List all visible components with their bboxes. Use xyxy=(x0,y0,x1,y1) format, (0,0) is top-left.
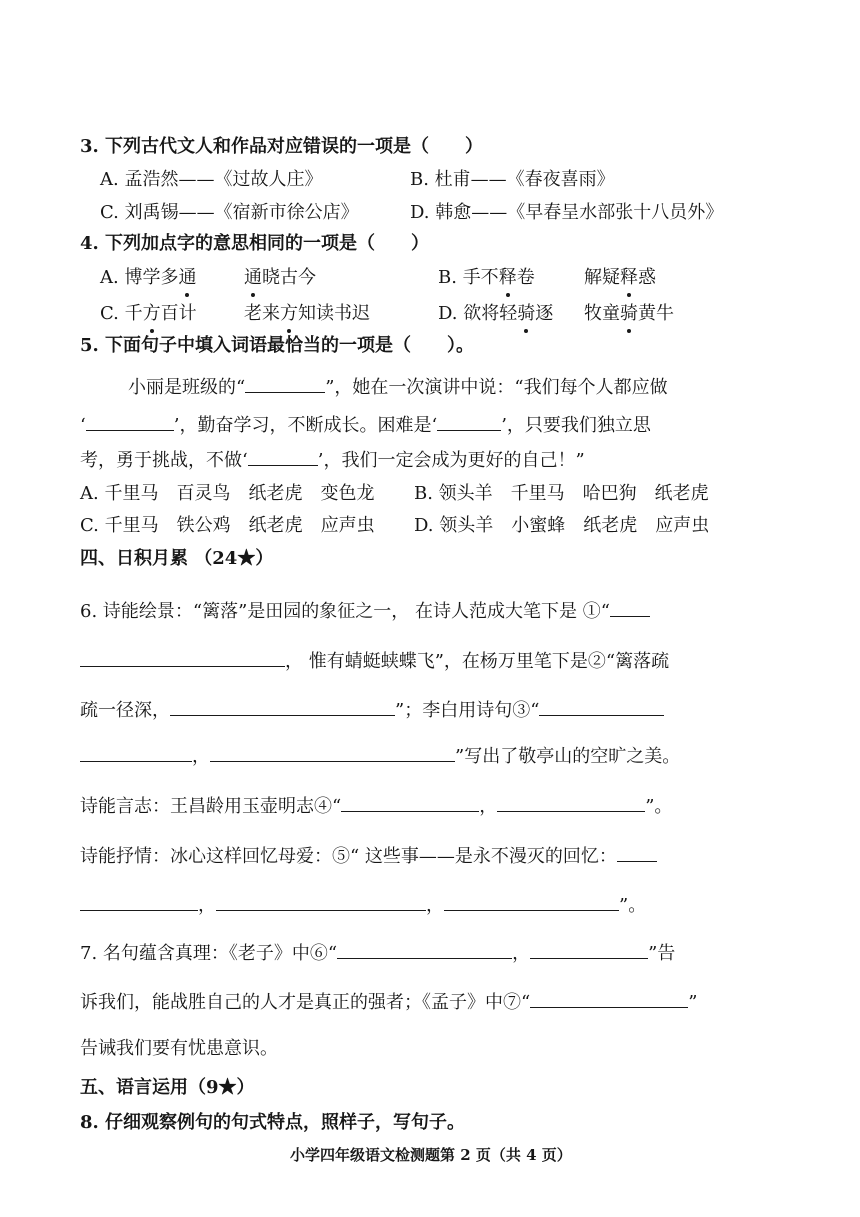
q4-option-d-word2: 牧童骑黄牛 xyxy=(584,303,674,324)
dotted-char: 方 xyxy=(280,303,298,324)
dotted-char: 骑 xyxy=(517,303,536,324)
answer-blank[interactable] xyxy=(80,648,285,667)
q4-a-label: A. xyxy=(100,267,119,288)
q4-d-label: D. xyxy=(438,303,458,324)
q6-line3: 疏一径深， ”；李白用诗句③“ xyxy=(80,697,664,723)
q4-option-a-word2: 通晓古今 xyxy=(244,267,316,288)
answer-blank[interactable] xyxy=(245,374,325,393)
q4-stem: 4. 下列加点字的意思相同的一项是（ ） xyxy=(80,233,430,254)
q6-line6: 诗能抒情：冰心这样回忆母爱：⑤“ 这些事——是永不漫灭的回忆： xyxy=(80,843,657,869)
answer-blank[interactable] xyxy=(86,412,174,431)
answer-blank[interactable] xyxy=(248,447,318,466)
dotted-char: 释 xyxy=(620,267,638,288)
q4-option-a: A. 博学多通 xyxy=(100,267,197,288)
q4-option-b: B. 手不释卷 xyxy=(438,267,535,288)
q5-passage-line2: ‘ ’，勤奋学习，不断成长。困难是‘ ’，只要我们独立思 xyxy=(80,412,651,438)
q4-option-b-word2: 解疑释惑 xyxy=(584,267,656,288)
q4-option-c: C. 千方百计 xyxy=(100,303,197,324)
q5-option-b: B. 领头羊 千里马 哈巴狗 纸老虎 xyxy=(414,483,709,504)
q5-passage-line3: 考，勇于挑战，不做‘ ’，我们一定会成为更好的自己！” xyxy=(80,447,585,473)
q6-line4: ， ”写出了敬亭山的空旷之美。 xyxy=(80,743,680,769)
q6-line5: 诗能言志：王昌龄用玉壶明志④“ ， ”。 xyxy=(80,793,672,819)
q6-line1: 6. 诗能绘景：“篱落”是田园的象征之一， 在诗人范成大笔下是 ①“ xyxy=(80,598,650,624)
q4-option-c-word2: 老来方知读书迟 xyxy=(244,303,370,324)
answer-blank[interactable] xyxy=(210,743,455,762)
dotted-char: 骑 xyxy=(620,303,638,324)
answer-blank[interactable] xyxy=(530,940,648,959)
q5-passage-line1: 小丽是班级的“ ”，她在一次演讲中说：“我们每个人都应做 xyxy=(128,374,668,400)
answer-blank[interactable] xyxy=(437,412,501,431)
q7-line2: 诉我们，能战胜自己的人才是真正的强者；《孟子》中⑦“ ” xyxy=(80,989,697,1015)
q3-option-a: A. 孟浩然——《过故人庄》 xyxy=(100,169,323,190)
answer-blank[interactable] xyxy=(617,843,657,862)
section-heading-5: 五、语言运用（9★） xyxy=(80,1077,255,1098)
dotted-char: 通 xyxy=(178,267,197,288)
q5-option-c: C. 千里马 铁公鸡 纸老虎 应声虫 xyxy=(80,515,375,536)
q5-option-d: D. 领头羊 小蜜蜂 纸老虎 应声虫 xyxy=(414,515,710,536)
dotted-char: 方 xyxy=(142,303,161,324)
dotted-char: 释 xyxy=(498,267,517,288)
q3-option-b: B. 杜甫——《春夜喜雨》 xyxy=(410,169,615,190)
q5-option-a: A. 千里马 百灵鸟 纸老虎 变色龙 xyxy=(80,483,375,504)
q3-option-c: C. 刘禹锡——《宿新市徐公店》 xyxy=(100,202,359,223)
q7-line1: 7. 名句蕴含真理：《老子》中⑥“ ， ”告 xyxy=(80,940,675,966)
dotted-char: 通 xyxy=(244,267,262,288)
answer-blank[interactable] xyxy=(530,989,688,1008)
q4-c-label: C. xyxy=(100,303,119,324)
answer-blank[interactable] xyxy=(337,940,512,959)
answer-blank[interactable] xyxy=(539,697,664,716)
q3-stem: 3. 下列古代文人和作品对应错误的一项是（ ） xyxy=(80,136,484,157)
q3-option-d: D. 韩愈——《早春呈水部张十八员外》 xyxy=(410,202,724,223)
answer-blank[interactable] xyxy=(610,598,650,617)
q8-stem: 8. 仔细观察例句的句式特点，照样子，写句子。 xyxy=(80,1112,466,1133)
answer-blank[interactable] xyxy=(341,793,479,812)
answer-blank[interactable] xyxy=(444,892,619,911)
q6-line7: ， ， ”。 xyxy=(80,892,646,918)
q6-line2: ， 惟有蜻蜓蛱蝶飞”，在杨万里笔下是②“篱落疏 xyxy=(80,648,669,674)
page-footer: 小学四年级语文检测题第 2 页（共 4 页） xyxy=(290,1146,572,1164)
q7-line3: 告诫我们要有忧患意识。 xyxy=(80,1038,278,1059)
answer-blank[interactable] xyxy=(80,892,198,911)
answer-blank[interactable] xyxy=(170,697,395,716)
q5-stem: 5. 下面句子中填入词语最恰当的一项是（ ）。 xyxy=(80,335,475,356)
section-heading-4: 四、日积月累 （24★） xyxy=(80,548,274,569)
q4-option-d: D. 欲将轻骑逐 xyxy=(438,303,554,324)
answer-blank[interactable] xyxy=(216,892,426,911)
q4-b-label: B. xyxy=(438,267,457,288)
answer-blank[interactable] xyxy=(497,793,645,812)
answer-blank[interactable] xyxy=(80,743,192,762)
